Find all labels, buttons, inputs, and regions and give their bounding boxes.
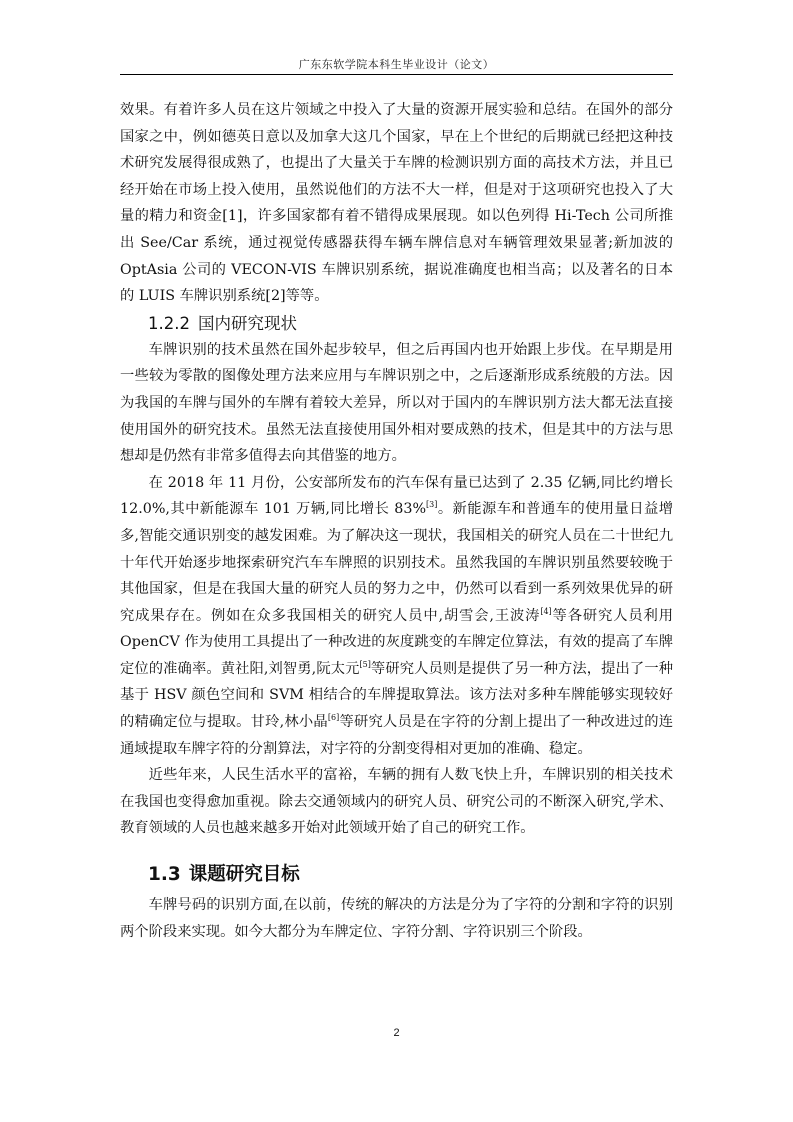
- subsection-heading-1-2-2: [120, 310, 673, 337]
- subsection-number: 1.2.2: [148, 313, 190, 333]
- section-title: 课题研究目标: [188, 864, 300, 886]
- paragraph-text: 等研究人员则是提供了另一种方法，提出了一种基于 HSV 颜色空间和 SVM 相结合的车牌提取算法。该方法对多种车牌能够实现较好的精确定位与提取。甘玲,林小晶: [120, 660, 674, 731]
- research-goal-paragraph: 车牌号码的识别方面,在以前，传统的解决的方法是分为了字符的分割和字符的识别两个阶段来实现。如今大都分为车牌定位、字符分割、字符识别三个阶段。: [120, 897, 673, 940]
- citation-4: [4]: [540, 606, 552, 616]
- page-number: 2: [393, 1027, 400, 1039]
- section-heading-1-3: [120, 858, 673, 892]
- paragraph-text: 。新能源车和普通车的使用量日益增多,智能交通识别变的越发困难。为了解决这一现状，我国相关的研究人员在二十世纪九十年代开始逐步地探索研究汽车车牌照的识别技术。虽然我国的车牌识别虽然要较晚于其他国家，但是在我国大量的研究人员的努力之中，仍然可以看到一系列效果优异的研究成果存在。例如在众多我国相关的研究人员中,胡雪会,王波涛: [120, 501, 673, 624]
- section-number: 1.3: [148, 864, 181, 886]
- paragraph-text: 在 2018 年 11 月份，公安部所发布的汽车保有量已达到了 2.35 亿辆,同比约增长 12.0%,其中新能源车 101 万辆,同比增长 83%: [120, 474, 673, 518]
- citation-6: [6]: [327, 713, 340, 723]
- domestic-research-paragraph-2: [120, 470, 673, 763]
- domestic-research-paragraph-1: 车牌识别的技术虽然在国外起步较早，但之后再国内也开始跟上步伐。在早期是用一些较为零散的图像处理方法来应用与车牌识别之中，之后逐渐形成系统般的方法。因为我国的车牌与国外的车牌有着较大差异，所以对于国内的车牌识别方法大都无法直接使用国外的研究技术。虽然无法直接使用国外相对要成熟的技术，但是其中的方法与思想却是仍然有非常多值得去向其借鉴的地方。: [120, 341, 673, 465]
- running-header: 广东东软学院本科生毕业设计（论文）: [298, 58, 495, 71]
- document-body: [120, 97, 673, 945]
- subsection-title: 国内研究现状: [197, 313, 297, 333]
- citation-5: [5]: [359, 660, 371, 670]
- paragraph-text: 等各研究人员利用 OpenCV 作为使用工具提出了一种改进的灰度跳变的车牌定位算法，有效的提高了车牌定位的准确率。黄社阳,刘智勇,阮太元: [120, 607, 674, 677]
- domestic-research-paragraph-3: 近些年来，人民生活水平的富裕，车辆的拥有人数飞快上升，车牌识别的相关技术在我国也变得愈加重视。除去交通领域内的研究人员、研究公司的不断深入研究,学术、教育领域的人员也越来越多开始对此领域开始了自己的研究工作。: [120, 767, 673, 837]
- header-divider: [120, 74, 673, 75]
- citation-3: [3]: [426, 500, 438, 510]
- paragraph-text: 等研究人员是在字符的分割上提出了一种改进过的连通域提取车牌字符的分割算法，对字符的分割变得相对更加的准确、稳定。: [120, 714, 674, 757]
- intro-paragraph: 效果。有着许多人员在这片领域之中投入了大量的资源开展实验和总结。在国外的部分国家之中，例如德英日意以及加拿大这几个国家，早在上个世纪的后期就已经把这种技术研究发展得很成熟了，也提出了大量关于车牌的检测识别方面的高技术方法，并且已经开始在市场上投入使用，虽然说他们的方法不大一样，但是对于这项研究也投入了大量的精力和资金[1]，许多国家都有着不错得成果展现。如以色列得 Hi-Tech 公司所推出 See/Car 系统，通过视觉传感器获得车辆车牌信息对车辆管理效果显著;新加波的 OptAsia 公司的 VECON-VIS 车牌识别系统，据说准确度也相当高；以及著名的日本的 LUIS 车牌识别系统[2]等等。: [120, 102, 673, 305]
